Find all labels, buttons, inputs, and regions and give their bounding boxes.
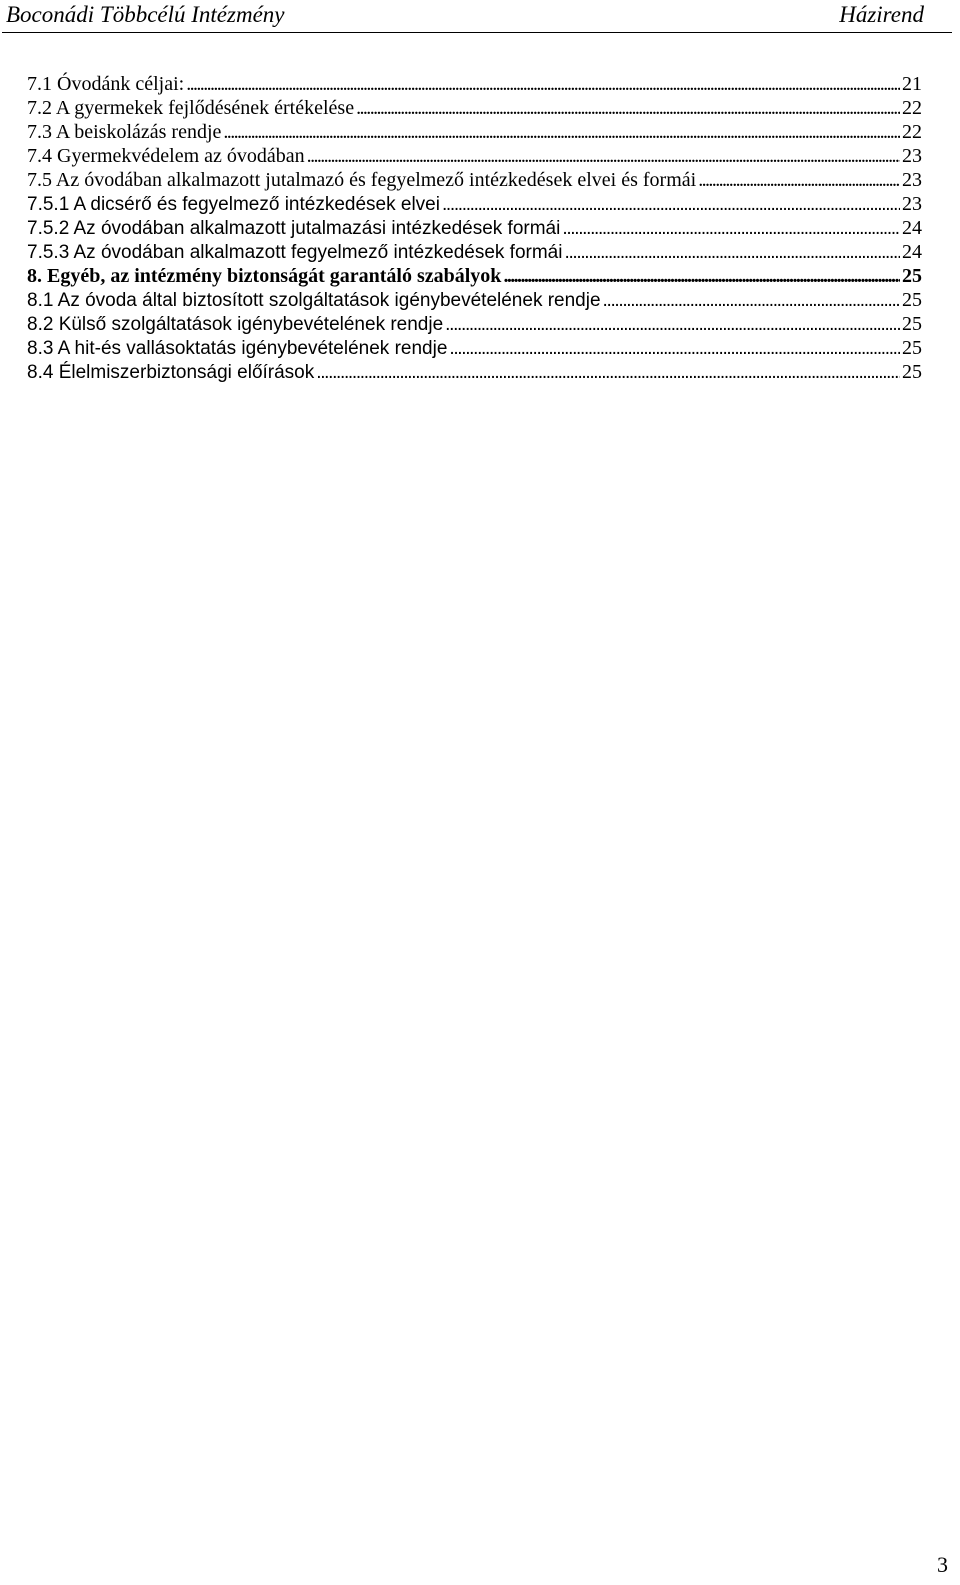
toc-dot-leader <box>449 337 900 361</box>
page-header <box>0 0 960 34</box>
toc-entry-page: 22 <box>902 121 922 143</box>
table-of-contents <box>27 72 922 384</box>
toc-entry-8-1[interactable] <box>27 288 922 312</box>
toc-entry-page: 24 <box>902 217 922 239</box>
toc-entry-7-4[interactable] <box>27 144 922 168</box>
toc-entry-title: 7.5 Az óvodában alkalmazott jutalmazó és fegyelmező intézkedések elvei és formái <box>27 169 697 191</box>
toc-entry-title: 8.2 Külső szolgáltatások igénybevételének rendje <box>27 314 444 335</box>
header-institution-name: Boconádi Többcélú Intézmény <box>6 2 285 27</box>
toc-dot-leader <box>564 241 900 265</box>
toc-entry-page: 25 <box>902 289 922 311</box>
header-document-title: Házirend <box>839 2 924 27</box>
toc-entry-title: 8.3 A hit-és vallásoktatás igénybevételének rendje <box>27 338 448 359</box>
toc-entry-title: 7.4 Gyermekvédelem az óvodában <box>27 145 305 167</box>
toc-dot-leader <box>307 144 900 168</box>
toc-entry-page: 23 <box>902 145 922 167</box>
page-number: 3 <box>937 1552 948 1577</box>
toc-entry-page: 24 <box>902 241 922 263</box>
toc-entry-title: 7.5.1 A dicsérő és fegyelmező intézkedések elvei <box>27 194 440 215</box>
toc-entry-page: 21 <box>902 73 922 95</box>
toc-entry-page: 22 <box>902 97 922 119</box>
toc-entry-page: 23 <box>902 169 922 191</box>
toc-entry-page: 23 <box>902 193 922 215</box>
toc-entry-7-5-3[interactable] <box>27 240 922 264</box>
toc-entry-8[interactable] <box>27 264 922 288</box>
toc-entry-7-5-1[interactable] <box>27 192 922 216</box>
toc-dot-leader <box>186 72 900 96</box>
toc-entry-title: 8. Egyéb, az intézmény biztonságát garantáló szabályok <box>27 265 502 287</box>
toc-entry-title: 7.5.2 Az óvodában alkalmazott jutalmazási intézkedések formái <box>27 218 561 239</box>
toc-entry-8-3[interactable] <box>27 336 922 360</box>
toc-entry-8-2[interactable] <box>27 312 922 336</box>
toc-entry-title: 8.1 Az óvoda által biztosított szolgáltatások igénybevételének rendje <box>27 290 601 311</box>
toc-entry-7-2[interactable] <box>27 96 922 120</box>
toc-dot-leader <box>503 264 900 288</box>
toc-dot-leader <box>603 289 900 313</box>
toc-entry-title: 8.4 Élelmiszerbiztonsági előírások <box>27 362 315 383</box>
toc-entry-page: 25 <box>902 361 922 383</box>
toc-entry-title: 7.3 A beiskolázás rendje <box>27 121 222 143</box>
toc-entry-title: 7.5.3 Az óvodában alkalmazott fegyelmező intézkedések formái <box>27 242 563 263</box>
toc-dot-leader <box>442 193 900 217</box>
toc-entry-page: 25 <box>902 265 922 287</box>
toc-dot-leader <box>223 120 900 144</box>
toc-entry-title: 7.2 A gyermekek fejlődésének értékelése <box>27 97 355 119</box>
toc-entry-title: 7.1 Óvodánk céljai: <box>27 73 185 95</box>
toc-entry-8-4[interactable] <box>27 360 922 384</box>
toc-entry-7-5-2[interactable] <box>27 216 922 240</box>
toc-dot-leader <box>445 313 900 337</box>
toc-entry-page: 25 <box>902 337 922 359</box>
toc-dot-leader <box>698 168 900 192</box>
header-divider <box>2 32 952 33</box>
toc-dot-leader <box>562 217 900 241</box>
toc-entry-page: 25 <box>902 313 922 335</box>
toc-dot-leader <box>316 361 900 385</box>
toc-dot-leader <box>356 96 900 120</box>
toc-entry-7-3[interactable] <box>27 120 922 144</box>
toc-entry-7-1[interactable] <box>27 72 922 96</box>
toc-entry-7-5[interactable] <box>27 168 922 192</box>
